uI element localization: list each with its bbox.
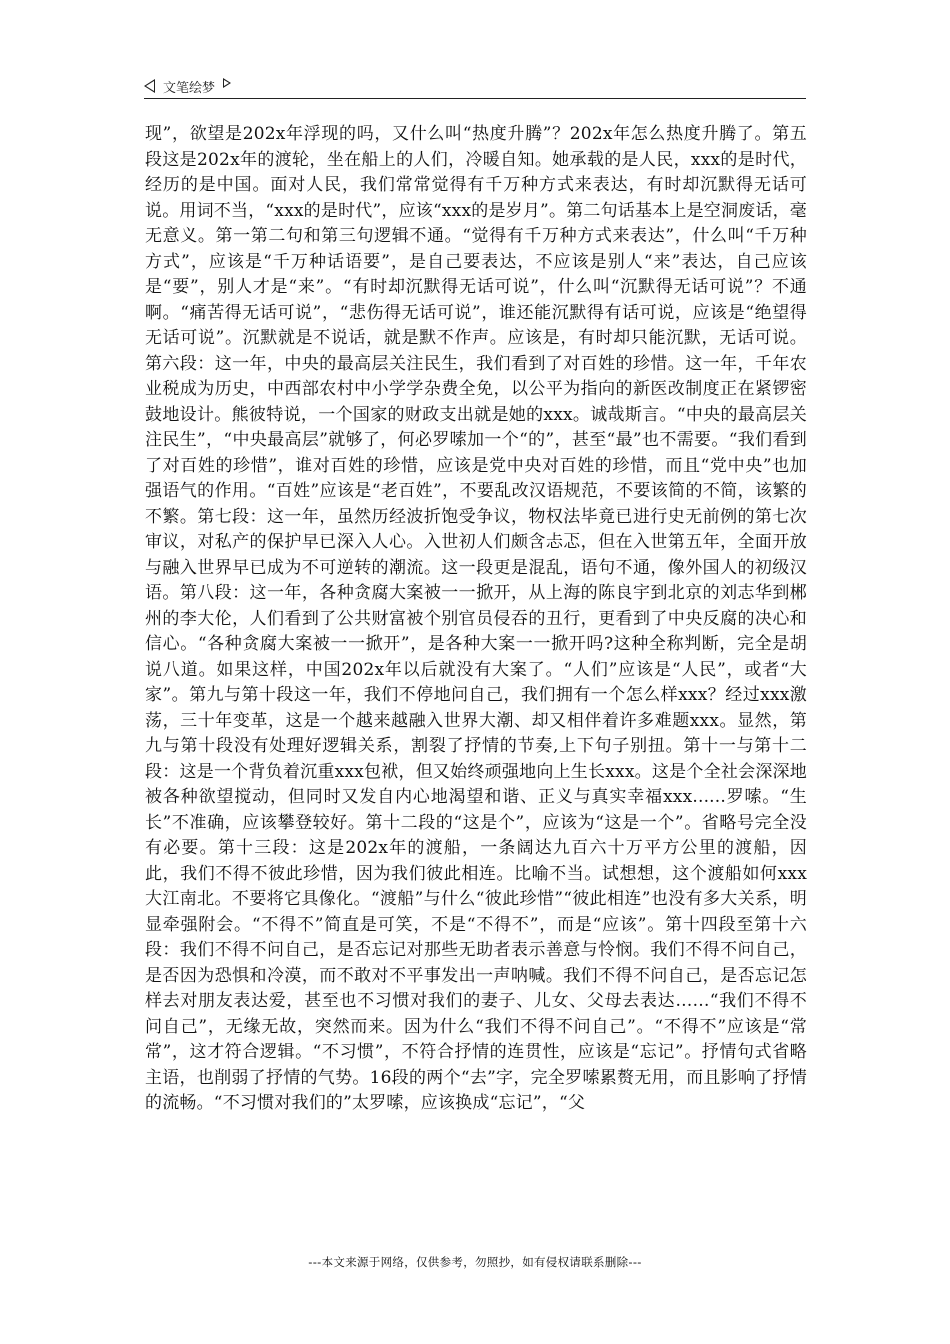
triangle-right-icon [223,78,231,88]
document-body-text: 现”，欲望是202x年浮现的吗，又什么叫“热度升腾”？202x年怎么热度升腾了。第五段这是202x年的渡轮，坐在船上的人们，冷暖自知。她承载的是人民，xxx的是时代，经历的是中国。面对人民，我们常常觉得有千万种方式来表达，有时却沉默得无话可说。用词不当，“xxx的是时代”，应该“xxx的是岁月”。第二句话基本上是空洞废话，毫无意义。第一第二句和第三句逻辑不通。“觉得有千万种方式来表达”，什么叫“千万种方式”，应该是“千万种话语要”，是自己要表达，不应该是别人“来”表达，自己应该是“要”，别人才是“来”。“有时却沉默得无话可说”，什么叫“沉默得无话可说”？不通啊。“痛苦得无话可说”，“悲伤得无话可说”，谁还能沉默得有话可说，应该是“绝望得无话可说”。沉默就是不说话，就是默不作声。应该是，有时却只能沉默，无话可说。第六段：这一年，中央的最高层关注民生，我们看到了对百姓的珍惜。这一年，千年农业税成为历史，中西部农村中小学学杂费全免，以公平为指向的新医改制度正在紧锣密鼓地设计。熊彼特说，一个国家的财政支出就是她的xxx。诚哉斯言。“中央的最高层关注民生”，“中央最高层”就够了，何必罗嗦加一个“的”，甚至“最”也不需要。“我们看到了对百姓的珍惜”，谁对百姓的珍惜，应该是党中央对百姓的珍惜，而且“党中央”也加强语气的作用。“百姓”应该是“老百姓”，不要乱改汉语规范，不要该简的不简，该繁的不繁。第七段：这一年，虽然历经波折饱受争议，物权法毕竟已进行史无前例的第七次审议，对私产的保护早已深入人心。入世初人们颇含忐忑，但在入世第五年，全面开放与融入世界早已成为不可逆转的潮流。这一段更是混乱，语句不通，像外国人的初级汉语。第八段：这一年，各种贪腐大案被一一掀开，从上海的陈良宇到北京的刘志华到郴州的李大伦，人们看到了公共财富被个别官员侵吞的丑行，更看到了中央反腐的决心和信心。“各种贪腐大案被一一掀开”，是各种大案一一掀开吗?这种全称判断，完全是胡说八道。如果这样，中国202x年以后就没有大案了。“人们”应该是“人民”，或者“大家”。第九与第十段这一年，我们不停地问自己，我们拥有一个怎么样xxx？经过xxx激荡，三十年变革，这是一个越来越融入世界大潮、却又相伴着许多难题xxx。显然，第九与第十段没有处理好逻辑关系，割裂了抒情的节奏,上下句子别扭。第十一与第十二段：这是一个背负着沉重xxx包袱，但又始终顽强地向上生长xxx。这是个全社会深深地被各种欲望搅动，但同时又发自内心地渴望和谐、正义与真实幸福xxx......罗嗦。“生长”不准确，应该攀登较好。第十二段的“这是个”，应该为“这是一个”。省略号完全没有必要。第十三段：这是202x年的渡船，一条阔达九百六十万平方公里的渡船，因此，我们不得不彼此珍惜，因为我们彼此相连。比喻不当。试想想，这个渡船如何xxx大江南北。不要将它具像化。“渡船”与什么“彼此珍惜”“彼此相连”也没有多大关系，明显牵强附会。“不得不”简直是可笑，不是“不得不”，而是“应该”。第十四段至第十六段：我们不得不问自己，是否忘记对那些无助者表示善意与怜悯。我们不得不问自己，是否因为恐惧和冷漠，而不敢对不平事发出一声呐喊。我们不得不问自己，是否忘记怎样去对朋友表达爱，甚至也不习惯对我们的妻子、儿女、父母去表达……“我们不得不问自己”，无缘无故，突然而来。因为什么“我们不得不问自己”。“不得不”应该是“常常”，这才符合逻辑。“不习惯”，不符合抒情的连贯性，应该是“忘记”。抒情句式省略主语，也削弱了抒情的气势。16段的两个“去”字，完全罗嗦累赘无用，而且影响了抒情的流畅。“不习惯对我们的”太罗嗦，应该换成“忘记”，“父 [145,124,807,1113]
footer-notice: ---本文来源于网络，仅供参考，勿照抄，如有侵权请联系删除--- [308,1255,642,1269]
triangle-left-icon [144,79,155,93]
page-header [144,74,806,98]
header-brand: 文笔绘梦 [163,80,216,96]
header-divider [144,98,806,99]
